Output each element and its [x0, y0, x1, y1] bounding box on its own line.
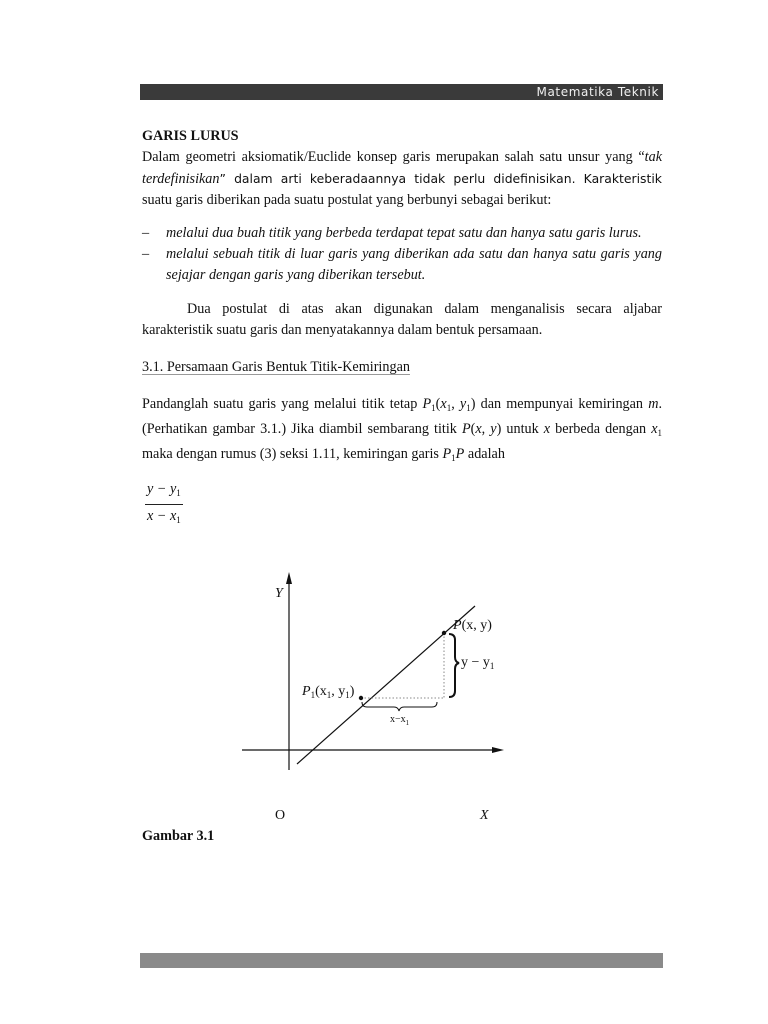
list-dash: –: [142, 246, 150, 262]
rise-brace-icon: [449, 634, 459, 697]
text-run: berbeda dengan: [550, 421, 652, 437]
var-y: y: [459, 396, 467, 412]
origin-label: O: [275, 808, 286, 823]
subscript: 1: [451, 453, 456, 463]
rise-label: [461, 655, 494, 674]
run-brace-icon: [362, 702, 437, 711]
var-m: m: [648, 396, 659, 412]
subscript: 1: [431, 403, 436, 413]
run-text: x−x: [390, 714, 406, 725]
subscript: 1: [326, 690, 332, 700]
subscript: 1: [489, 661, 495, 671]
numerator-text: y − y: [147, 481, 177, 497]
intro-text-1: Dalam geometri aksiomatik/Euclide konsep garis merupakan salah satu unsur yang “: [142, 149, 645, 165]
intro-italic-term: tak terdefinisikan: [142, 149, 662, 187]
x-axis-label: X: [480, 808, 489, 823]
text-run: ): [349, 684, 355, 699]
subsection-title: 3.1. Persamaan Garis Bentuk Titik-Kemiringan: [142, 359, 410, 375]
var-x: x: [543, 421, 551, 437]
postulate-text-2: melalui sebuah titik di luar garis yang diberikan ada satu dan hanya satu garis yang sejajar dengan garis yang diberikan tersebut.: [166, 246, 662, 283]
text-run: ) untuk: [496, 421, 544, 437]
intro-text-2: ” dalam arti keberadaannya tidak perlu didefinisikan. Karakteristik: [219, 171, 662, 186]
var-x: x: [475, 421, 482, 437]
footer-bar: [140, 953, 663, 968]
point-P-coords: (x, y): [461, 618, 492, 633]
run-label: [390, 712, 409, 731]
text-run: (: [470, 421, 476, 437]
intro-text-3: suatu garis diberikan pada suatu postulat yang berbunyi sebagai berikut:: [142, 192, 552, 208]
subscript: 1: [176, 515, 181, 525]
subscript: 1: [405, 719, 410, 727]
text-run: , y: [331, 684, 346, 699]
var-y: y: [490, 421, 497, 437]
list-dash: –: [142, 225, 150, 241]
point-P1-label: [302, 684, 354, 703]
point-P1-dot: [359, 696, 363, 700]
rise-text: y − y: [461, 655, 490, 670]
y-axis-label: Y: [275, 586, 283, 601]
text-run: . (Perhatikan gambar 3.1.) Jika diambil sembarang titik: [142, 396, 662, 437]
x-axis-arrow-icon: [492, 747, 504, 753]
section-title: GARIS LURUS: [142, 128, 239, 144]
point-P-label: [453, 618, 492, 634]
var-x: x: [651, 421, 658, 437]
text-run: maka dengan rumus (3) seksi 1.11, kemiringan garis: [142, 446, 443, 462]
subscript: 1: [466, 403, 471, 413]
text-run: ) dan mempunyai kemiringan: [470, 396, 649, 412]
subscript: 1: [446, 403, 452, 413]
header-title: Matematika Teknik: [536, 85, 659, 99]
subscript: 1: [345, 690, 350, 700]
var-x: x: [440, 396, 447, 412]
text-run: adalah: [464, 446, 505, 462]
summary-paragraph: Dua postulat di atas akan digunakan dalam menganalisis secara aljabar karakteristik suatu garis dan menyatakannya dalam bentuk persamaan.: [142, 301, 662, 338]
var-P: P: [302, 684, 311, 699]
subscript: 1: [176, 488, 181, 498]
var-P: P: [453, 618, 462, 633]
figure-caption: Gambar 3.1: [142, 828, 215, 844]
var-P: P: [442, 446, 452, 462]
var-P: P: [461, 421, 471, 437]
point-P-dot: [442, 631, 446, 635]
postulate-text-1: melalui dua buah titik yang berbeda terdapat tepat satu dan hanya satu garis lurus.: [166, 225, 642, 241]
y-axis-arrow-icon: [286, 572, 292, 584]
text-run: Pandanglah suatu garis yang melalui titik tetap: [142, 396, 423, 412]
denominator-text: x − x: [147, 508, 177, 524]
var-P: P: [455, 446, 465, 462]
var-P: P: [422, 396, 432, 412]
text-run: ,: [451, 396, 460, 412]
text-run: ,: [481, 421, 491, 437]
text-run: (x: [315, 684, 327, 699]
subscript: 1: [310, 690, 316, 700]
subscript: 1: [657, 428, 662, 438]
text-run: (: [435, 396, 441, 412]
